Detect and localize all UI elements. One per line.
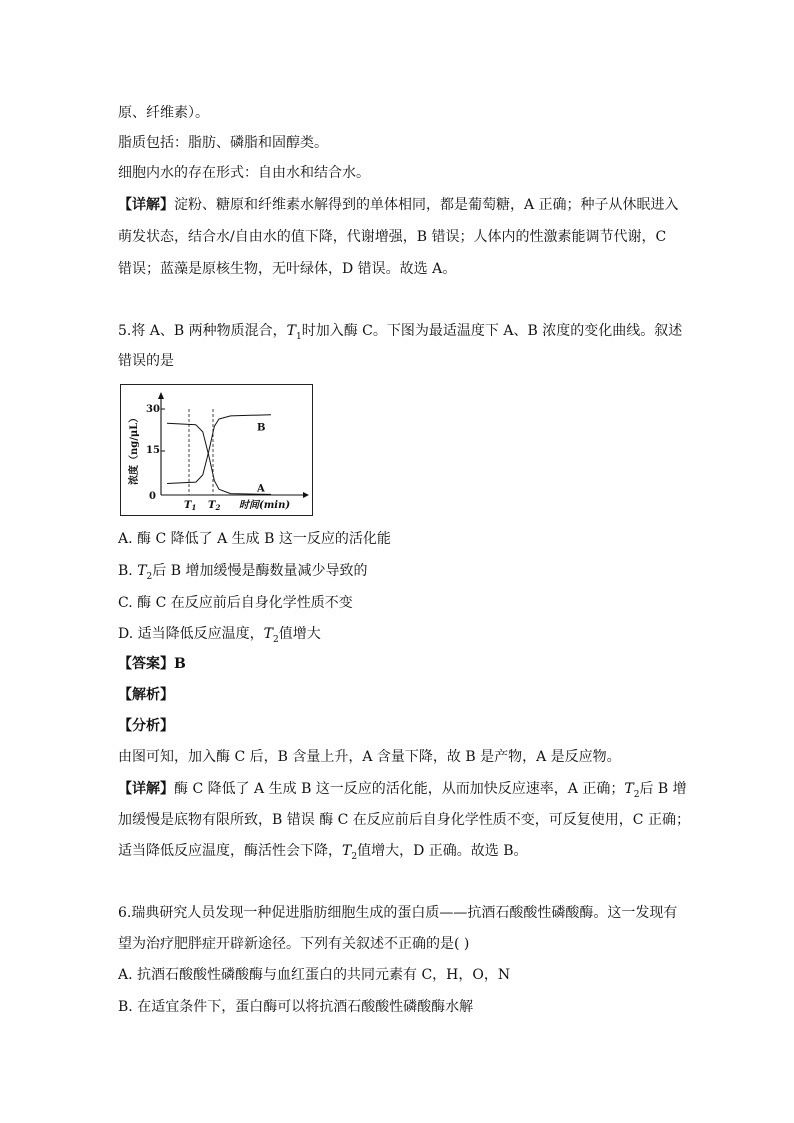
question-6-stem: 6.瑞典研究人员发现一种促进脂肪细胞生成的蛋白质——抗酒石酸酸性磷酸酶。这一发现有	[118, 905, 678, 921]
y-axis-label: 浓度（ng/μL）	[129, 412, 140, 485]
text-line: 萌发状态，结合水/自由水的值下降，代谢增强，B 错误；人体内的性激素能调节代谢，C	[118, 229, 667, 245]
option-d: D. 适当降低反应温度，$T_2$值增大	[118, 626, 321, 645]
option-a: A. 酶 C 降低了 A 生成 B 这一反应的活化能	[118, 531, 391, 547]
series-line-a	[167, 423, 271, 494]
fenxi-text: 由图可知，加入酶 C 后，B 含量上升，A 含量下降，故 B 是产物，A 是反应物。	[118, 749, 621, 765]
detail-line-3: 适当降低反应温度，酶活性会下降，$T_2$值增大，D 正确。故选 B。	[118, 843, 528, 862]
series-layer	[167, 415, 271, 495]
question-5-stem: 5.将 A、B 两种物质混合，$T_1$时加入酶 C。下图为最适温度下 A、B 浓度的变化曲线。叙述	[118, 323, 683, 342]
text-line: 原、纤维素）。	[118, 105, 209, 121]
series-label-b: B	[257, 422, 266, 434]
fenxi-heading: 【分析】	[118, 718, 174, 734]
y-tick-30: 30	[146, 404, 160, 415]
question-5-stem-2: 错误的是	[118, 353, 174, 369]
series-label-a: A	[257, 483, 265, 495]
answer: 【答案】B	[118, 656, 186, 672]
series-line-b	[167, 415, 271, 484]
text-line: 错误；蓝藻是原核生物，无叶绿体，D 错误。故选 A。	[118, 261, 457, 277]
detail-tag: 【详解】	[118, 197, 174, 213]
x-tick-t2: $T_2$	[208, 500, 221, 512]
concentration-chart	[120, 384, 313, 516]
x-tick-t1: $T_1$	[184, 500, 197, 512]
q6-option-a: A. 抗酒石酸酸性磷酸酶与血红蛋白的共同元素有 C，H，O，N	[118, 967, 511, 983]
option-c: C. 酶 C 在反应前后自身化学性质不变	[118, 595, 353, 611]
q6-option-b: B. 在适宜条件下，蛋白酶可以将抗酒石酸酸性磷酸酶水解	[118, 999, 474, 1015]
analysis-heading: 【解析】	[118, 687, 174, 703]
text-line	[118, 196, 679, 214]
text-line: 脂质包括：脂肪、磷脂和固醇类。	[118, 135, 328, 151]
x-axis-arrow	[303, 492, 309, 498]
y-tick-0: 0	[149, 491, 156, 502]
y-axis-arrow	[158, 392, 164, 399]
option-b: B. $T_2$后 B 增加缓慢是酶数量减少导致的	[118, 563, 368, 582]
detail-line-2: 加缓慢是底物有限所致，B 错误 酶 C 在反应前后自身化学性质不变，可反复使用，C 正确；	[118, 812, 690, 828]
text-line: 细胞内水的存在形式：自由水和结合水。	[118, 165, 370, 181]
detail-text: 淀粉、糖原和纤维素水解得到的单体相同，都是葡萄糖，A 正确；种子从休眠进入	[174, 197, 679, 213]
y-tick-15: 15	[146, 445, 160, 456]
detail-line-1: 【详解】酶 C 降低了 A 生成 B 这一反应的活化能，从而加快反应速率，A 正确；$T_2$后 B 增	[118, 781, 687, 800]
chart-svg	[121, 385, 314, 517]
x-axis-label: 时间(min)	[239, 500, 291, 511]
question-6-stem-2: 望为治疗肥胖症开辟新途径。下列有关叙述不正确的是( )	[118, 936, 470, 952]
